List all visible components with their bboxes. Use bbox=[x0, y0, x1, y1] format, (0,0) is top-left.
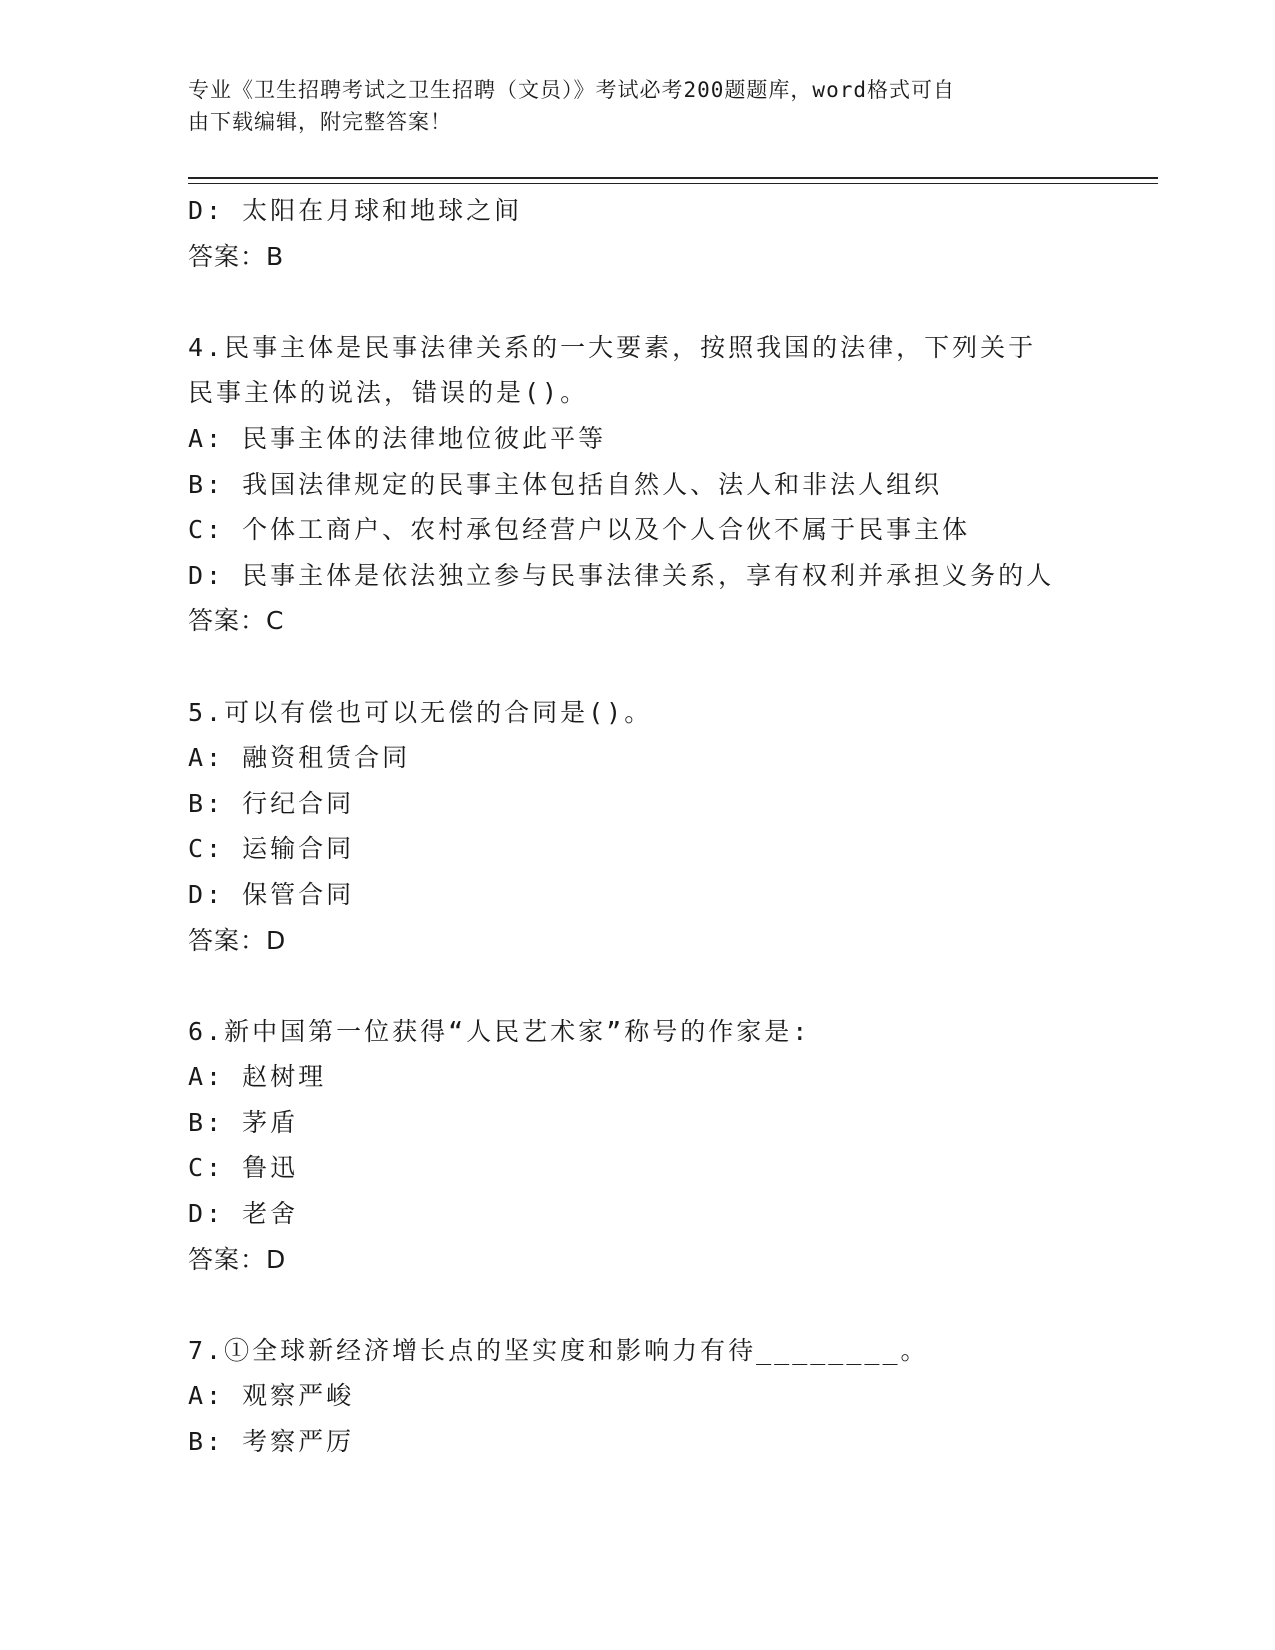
option-a: A: 民事主体的法律地位彼此平等 bbox=[188, 423, 607, 453]
option-d: D: 保管合同 bbox=[188, 879, 355, 909]
option-c: C: 个体工商户、农村承包经营户以及个人合伙不属于民事主体 bbox=[188, 515, 971, 545]
answer-line: 答案：B bbox=[188, 241, 285, 271]
question-6 bbox=[188, 1009, 1088, 1283]
question-list bbox=[188, 188, 1088, 1465]
option-a: A: 融资租赁合同 bbox=[188, 743, 411, 773]
answer-line: 答案：C bbox=[188, 606, 285, 636]
spacer bbox=[188, 963, 1088, 1009]
question-stem-continued: 民事主体的说法，错误的是()。 bbox=[188, 378, 589, 408]
spacer bbox=[188, 644, 1088, 690]
question-3-tail bbox=[188, 188, 1088, 279]
option-d: D: 民事主体是依法独立参与民事法律关系，享有权利并承担义务的人 bbox=[188, 560, 1055, 590]
option-c: C: 鲁迅 bbox=[188, 1153, 299, 1183]
question-stem: 5.可以有偿也可以无偿的合同是()。 bbox=[188, 697, 653, 727]
document-header bbox=[188, 74, 1068, 138]
option-c: C: 运输合同 bbox=[188, 834, 355, 864]
option-a: A: 赵树理 bbox=[188, 1062, 327, 1092]
header-divider-thin bbox=[188, 183, 1158, 184]
option-b: B: 行纪合同 bbox=[188, 788, 355, 818]
spacer bbox=[188, 1282, 1088, 1328]
question-5 bbox=[188, 690, 1088, 964]
question-7 bbox=[188, 1328, 1088, 1465]
question-stem: 4.民事主体是民事法律关系的一大要素，按照我国的法律，下列关于 bbox=[188, 332, 1037, 362]
option-d: D: 太阳在月球和地球之间 bbox=[188, 196, 523, 225]
spacer bbox=[188, 279, 1088, 325]
question-stem: 6.新中国第一位获得“人民艺术家”称号的作家是: bbox=[188, 1016, 811, 1046]
question-4 bbox=[188, 325, 1088, 644]
option-b: B: 我国法律规定的民事主体包括自然人、法人和非法人组织 bbox=[188, 469, 943, 499]
answer-line: 答案：D bbox=[188, 925, 287, 955]
question-stem: 7.①全球新经济增长点的坚实度和影响力有待________。 bbox=[188, 1335, 929, 1365]
header-title-line1: 专业《卫生招聘考试之卫生招聘（文员）》考试必考200题题库，word格式可自 bbox=[188, 78, 955, 102]
option-a: A: 观察严峻 bbox=[188, 1381, 355, 1411]
option-b: B: 考察严厉 bbox=[188, 1427, 355, 1457]
option-b: B: 茅盾 bbox=[188, 1107, 299, 1137]
header-title-line2: 由下载编辑，附完整答案！ bbox=[188, 110, 452, 134]
option-d: D: 老舍 bbox=[188, 1199, 299, 1229]
answer-line: 答案：D bbox=[188, 1244, 287, 1274]
header-divider-thick bbox=[188, 177, 1158, 179]
